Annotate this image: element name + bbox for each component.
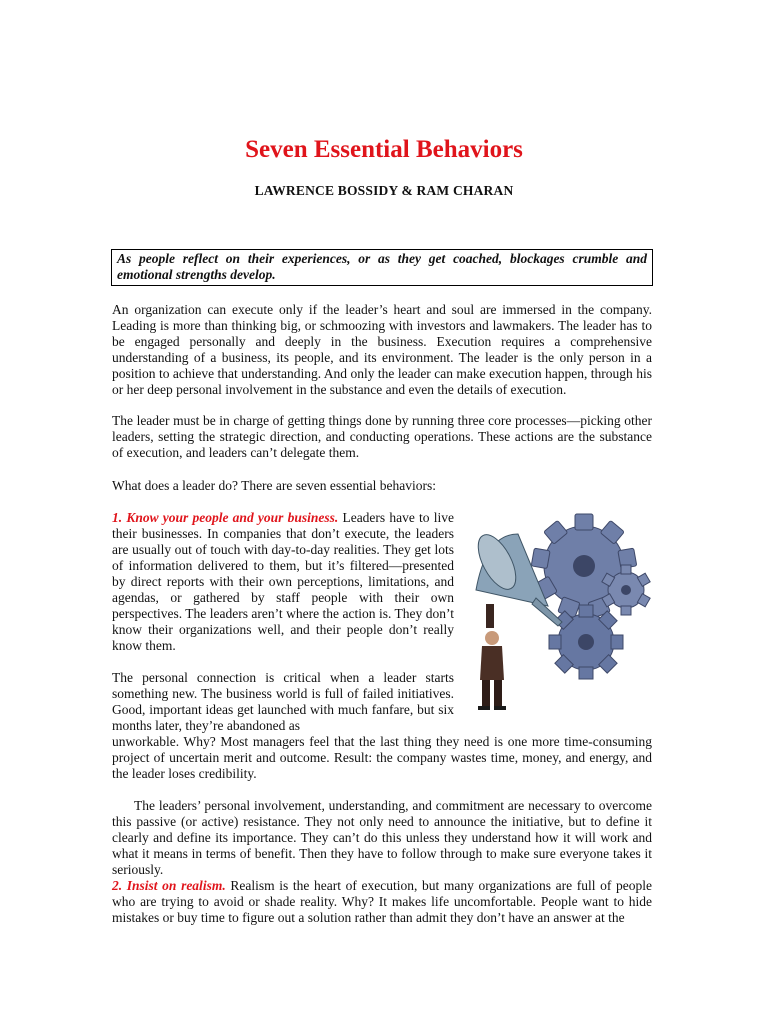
paragraph-6: The leaders’ personal involvement, understanding, and commitment are necessary to overcome this passive (or active) resistance. They not only need to announce the initiative, but to define it clearly and define its importance. They can’t do this unless they understand how it will work and what it means in terms of benefit. Then they have to follow through to make sure everyone takes it seriously. [112,798,652,877]
section-2-heading: 2. Insist on realism. [112,878,226,893]
section-1-text: Leaders have to live their businesses. In companies that don’t execute, the leaders are usually out of touch with day-to-day realities. They get lots of information delivered to them, but it’s filtered—presented by direct reports with their own perceptions, limitations, and agendas, or gathered by staff people with their own perspectives. The leaders aren’t where the action is. They don’t know their organizations well, and their people don’t really know them. [112,510,454,653]
document-authors: LAWRENCE BOSSIDY & RAM CHARAN [254,183,514,198]
section-1-paragraph [112,510,454,654]
paragraph-5a: The personal connection is critical when a leader starts something new. The business world is full of failed initiatives. Good, important ideas get launched with much fanfare, but six months later, they’re abandoned as [112,670,454,733]
paragraph-3: What does a leader do? There are seven essential behaviors: [112,478,436,493]
section-1-heading: 1. Know your people and your business. [112,510,339,525]
paragraph-2: The leader must be in charge of getting things done by running three core processes—picking other leaders, setting the strategic direction, and conducting operations. These actions are the substance of execution, and leaders can’t delegate them. [112,413,652,460]
section-2-paragraph [112,878,652,926]
callout-box: As people reflect on their experiences, or as they get coached, blockages crumble and emotional strengths develop. [111,249,653,286]
paragraph-1: An organization can execute only if the leader’s heart and soul are immersed in the company. Leading is more than thinking big, or schmoozing with investors and lawmakers. The leader has to be engaged personally and deeply in the business. Execution requires a comprehensive understanding of a business, its people, and its environment. The leader is the only person in a position to achieve that understanding. And only the leader can make execution happen, through his or her deep personal involvement in the substance and even the details of execution. [112,302,652,397]
section-2-text: Realism is the heart of execution, but many organizations are full of people who are trying to avoid or shade reality. Why? It makes life uncomfortable. People want to hide mistakes or buy time to figure out a solution rather than admit they don’t have an answer at the [112,878,652,925]
document-title: Seven Essential Behaviors [245,136,523,163]
lower-gear-icon [549,605,623,679]
paragraph-5b: unworkable. Why? Most managers feel that the last thing they need is one more time-consuming project of uncertain merit and outcome. Result: the company wastes time, money, and energy, and the leader loses credibility. [112,734,652,781]
gears-and-funnel-illustration [466,494,654,712]
person-figure-icon [478,604,506,710]
